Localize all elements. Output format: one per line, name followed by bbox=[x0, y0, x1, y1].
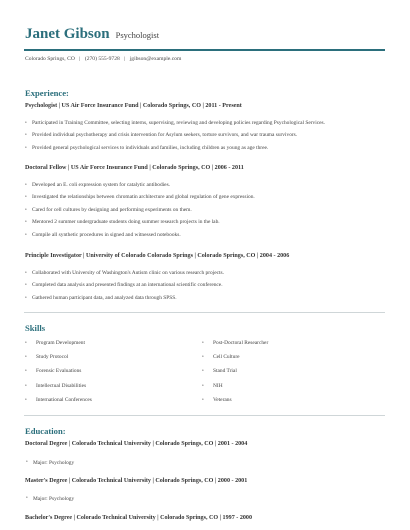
skill-item: • Study Protocol bbox=[25, 354, 92, 368]
list-item: • Compile all synthetic procedures in signed and witnessed notebooks. bbox=[25, 232, 255, 244]
job-heading: Principle Investigator | University of Colorado Colorado Springs | Colorado Springs, CO | 2004 - 2006 bbox=[25, 253, 290, 259]
section-divider bbox=[24, 415, 385, 416]
job-bullets bbox=[25, 182, 255, 244]
skill-item: • Stand Trial bbox=[202, 368, 268, 382]
skills-list-left bbox=[25, 340, 92, 411]
contact-separator: | bbox=[79, 56, 81, 62]
list-item: • Cared for cell cultures by designing and performing experiments on them. bbox=[25, 207, 255, 219]
list-item: • Provided individual psychotherapy and crisis intervention for Asylum seekers, torture survivors, and war trauma survivors. bbox=[25, 132, 325, 144]
skills-list-right bbox=[202, 340, 268, 411]
education-bullet: • Major: Psychology bbox=[26, 460, 74, 466]
skill-item: • Program Development bbox=[25, 340, 92, 354]
skill-item: • Intellectual Disabilities bbox=[25, 383, 92, 397]
list-item: • Mentored 2 summer undergraduate students doing summer research projects in the lab. bbox=[25, 219, 255, 231]
contact-location: Colorado Springs, CO bbox=[25, 56, 75, 62]
skill-item: • Forensic Evaluations bbox=[25, 368, 92, 382]
education-bullet: • Major: Psychology bbox=[26, 496, 74, 502]
education-heading: Bachelor's Degree | Colorado Technical University | Colorado Springs, CO | 1997 - 2000 bbox=[25, 515, 253, 521]
list-item: • Provided general psychological services to individuals and families, including children as young as age three. bbox=[25, 145, 325, 157]
candidate-title: Psychologist bbox=[115, 30, 160, 40]
skills-section-title: Skills bbox=[25, 323, 46, 333]
experience-section-title: Experience: bbox=[25, 88, 69, 98]
section-divider bbox=[24, 312, 385, 313]
list-item: • Participated in Training Committee, selecting interns, supervising, reviewing and developing policies regarding Psychological Services. bbox=[25, 120, 325, 132]
skill-item: • Post-Doctoral Researcher bbox=[202, 340, 268, 354]
education-heading: Master's Degree | Colorado Technical University | Colorado Springs, CO | 2000 - 2001 bbox=[25, 478, 248, 484]
list-item: • Investigated the relationships between chromatin architecture and global regulation of gene expression. bbox=[25, 194, 255, 206]
contact-email[interactable]: jgibson@example.com bbox=[129, 56, 182, 62]
list-item: • Developed an E. coli expression system for catalytic antibodies. bbox=[25, 182, 255, 194]
education-section-title: Education: bbox=[25, 426, 66, 436]
job-heading: Psychologist | US Air Force Insurance Fund | Colorado Springs, CO | 2011 - Present bbox=[25, 103, 242, 109]
education-heading: Doctoral Degree | Colorado Technical University | Colorado Springs, CO | 2001 - 2004 bbox=[25, 441, 248, 447]
list-item: • Completed data analysis and presented findings at an international scientific conference. bbox=[25, 282, 224, 294]
contact-phone: (270) 555-9728 bbox=[84, 56, 120, 62]
skill-item: • Veterans bbox=[202, 397, 268, 411]
list-item: • Collaborated with University of Washington's Autism clinic on various research projects. bbox=[25, 270, 224, 282]
resume-header bbox=[25, 26, 159, 43]
skill-item: • International Conferences bbox=[25, 397, 92, 411]
list-item: • Gathered human participant data, and analyzed data through SPSS. bbox=[25, 295, 224, 307]
name-row bbox=[25, 26, 159, 43]
candidate-name: Janet Gibson bbox=[25, 26, 110, 42]
job-bullets bbox=[25, 270, 224, 307]
job-bullets bbox=[25, 120, 325, 157]
skill-item: • NIH bbox=[202, 383, 268, 397]
contact-line bbox=[25, 56, 181, 62]
skill-item: • Cell Culture bbox=[202, 354, 268, 368]
contact-separator: | bbox=[124, 56, 126, 62]
header-rule bbox=[24, 49, 385, 51]
job-heading: Doctoral Fellow | US Air Force Insurance Fund | Colorado Springs, CO | 2006 - 2011 bbox=[25, 165, 244, 171]
